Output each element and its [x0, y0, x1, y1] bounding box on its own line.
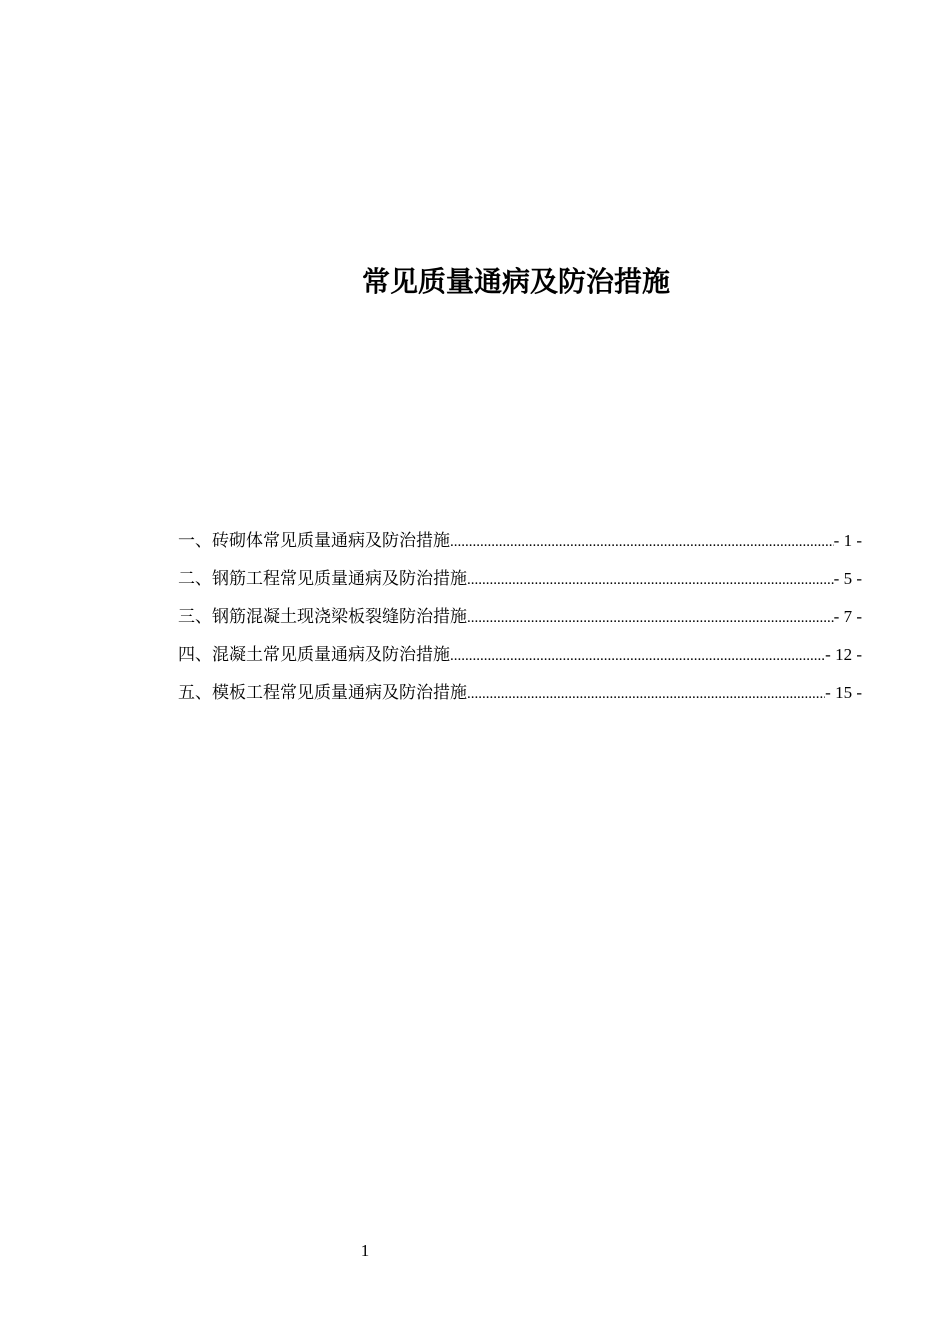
table-of-contents [178, 527, 862, 717]
toc-entry-4[interactable] [178, 641, 862, 679]
toc-entry-label: 四、混凝土常见质量通病及防治措施 [178, 645, 450, 665]
page-title: 常见质量通病及防治措施 [361, 265, 670, 298]
toc-entry-5[interactable] [178, 679, 862, 717]
toc-entry-1[interactable] [178, 527, 862, 565]
toc-leader-dots [450, 642, 825, 670]
toc-entry-2[interactable] [178, 565, 862, 603]
toc-entry-label: 五、模板工程常见质量通病及防治措施 [178, 683, 467, 703]
toc-entry-page: - 1 - [833, 531, 862, 550]
toc-entry-label: 三、钢筋混凝土现浇梁板裂缝防治措施 [178, 607, 467, 627]
toc-entry-page: - 12 - [825, 645, 862, 664]
toc-entry-page: - 7 - [833, 607, 862, 626]
toc-entry-page: - 15 - [825, 683, 862, 702]
toc-entry-page: - 5 - [833, 569, 862, 588]
toc-leader-dots [467, 566, 834, 594]
toc-leader-dots [450, 528, 834, 556]
toc-leader-dots [467, 604, 834, 632]
toc-entry-3[interactable] [178, 603, 862, 641]
toc-entry-label: 一、砖砌体常见质量通病及防治措施 [178, 531, 450, 551]
toc-entry-label: 二、钢筋工程常见质量通病及防治措施 [178, 569, 467, 589]
footer-page-number: 1 [360, 1241, 370, 1260]
toc-leader-dots [467, 680, 825, 708]
